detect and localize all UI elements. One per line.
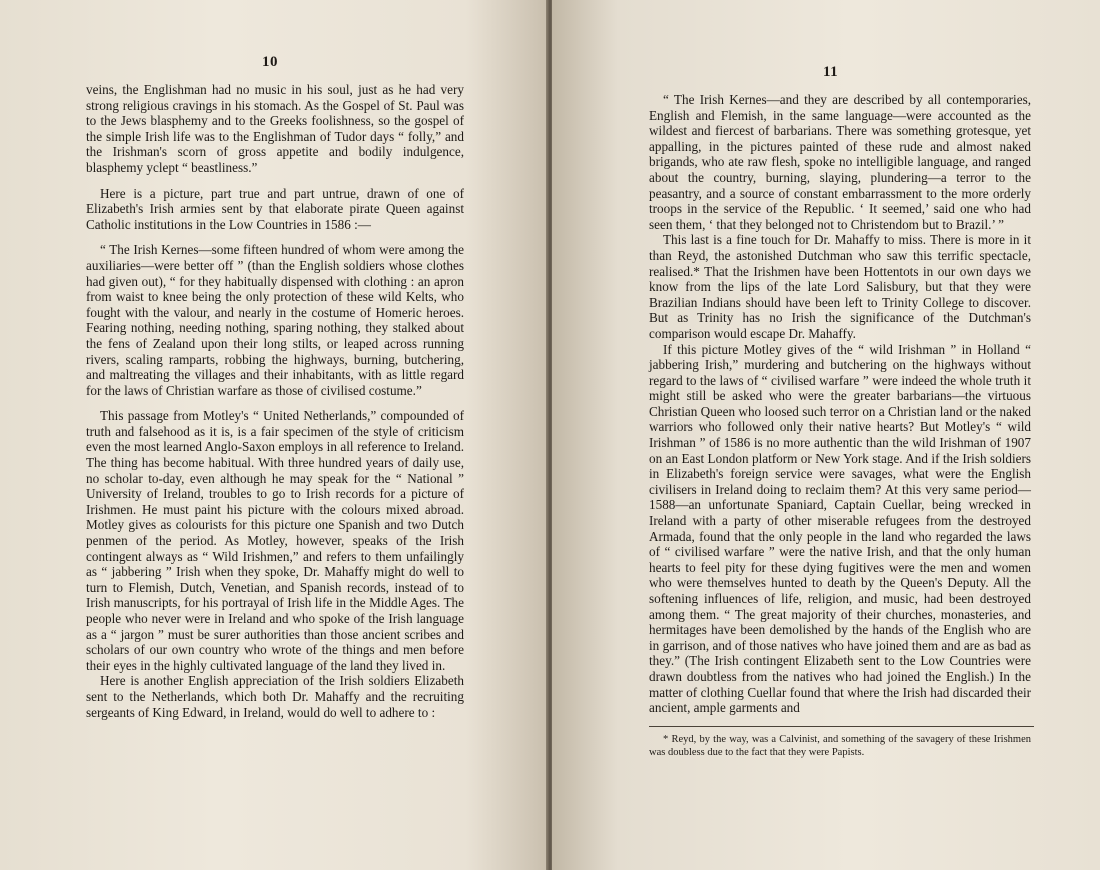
left-page [0, 0, 548, 870]
block-quote: “ The Irish Kernes—some fifteen hundred of whom were among the auxiliaries—were better off ” (than the English soldiers whose clothes had given out), “ for they habitually dispensed with clothing : an apron from waist to knee being the only protection of these wild Kelts, who fought with the valour, and nearly in the costume of Homeric heroes. Fearing nothing, needing nothing, sparing nothing, they stalked about the fens of Zealand upon their long stilts, or leaped across running rivers, scaling ramparts, robbing the highways, burning, butchering, and maltreating the villages and their inhabitants, with as little regard for the laws of Christian warfare as those of civilised costume.” [86, 242, 464, 398]
paragraph: If this picture Motley gives of the “ wild Irishman ” in Holland “ jabbering Irish,” murdering and butchering on the highways without regard to the laws of “ civilised warfare ” were indeed the whole truth it might still be asked who were the greater barbarians—the virtuous Christian Queen who loosed such terror on a Christian land or the naked warriors who followed only their native hearts? But Motley's “ wild Irishman ” of 1586 is no more authentic than the wild Irishman of 1907 on an East London platform or New York stage. And if the Irish soldiers in Elizabeth's foreign service were savages, what were the English civilisers in Ireland doing to reclaim them? At this very same period—1588—an unfortunate Spaniard, Captain Cuellar, being wrecked in Ireland with a party of other miserable refugees from the destroyed Armada, found that the only people in the land who regarded the laws of “ civilised warfare ” were the native Irish, and that the only human hearts to feel pity for these dying fugitives were the men and women who were themselves hunted to death by the Queen's Deputy. All the softening influences of life, religion, and music, had been destroyed among them. “ The great majority of their churches, monasteries, and hermitages have been demolished by the hands of the English who are in garrison, and of those natives who have joined them and are as bad as they.” (The Irish contingent Elizabeth sent to the Low Countries were drawn doubtless from the natives who had joined the English.) In the matter of clothing Cuellar found that where the Irish had discarded their ancient, ample garments and [649, 341, 1031, 716]
page-number: 10 [262, 54, 278, 70]
footnote-text: * Reyd, by the way, was a Calvinist, and something of the savagery of these Irishmen was doubless due to the fact that they were Papists. [649, 733, 1031, 758]
paragraph: Here is another English appreciation of the Irish soldiers Elizabeth sent to the Netherlands, which both Dr. Mahaffy and the recruiting sergeants of King Edward, in Ireland, would do well to adhere to : [86, 673, 464, 720]
footnote [649, 733, 1031, 759]
footnote-rule [649, 726, 1034, 727]
block-quote: “ The Irish Kernes—and they are described by all contemporaries, English and Flemish, in the same language—were accounted as the wildest and fiercest of barbarians. There was something grotesque, yet appalling, in the pictures painted of these rude and almost naked brigands, who ate raw flesh, spoke no intelligible language, and ranged about the country, burning, slaying, plundering—a terror to the peasantry, and a source of constant embarrassment to the more orderly troops in the service of the Republic. ‘ It seemed,’ said one who had seen them, ‘ that they belonged not to Christendom but to Brazil.’ ” [649, 92, 1031, 232]
page-number: 11 [823, 64, 839, 80]
paragraph: Here is a picture, part true and part untrue, drawn of one of Elizabeth's Irish armies sent by that elaborate pirate Queen against Catholic institutions in the Low Countries in 1586 :— [86, 185, 464, 232]
paragraph: This last is a fine touch for Dr. Mahaffy to miss. There is more in it than Reyd, the astonished Dutchman who saw this terrific spectacle, realised.* That the Irishmen have been Hottentots in our own days we know from the lips of the late Lord Salisbury, but that they were Brazilian Indians should have been left to Trinity College to discover. But as Trinity has no Irish the significance of the Dutchman's comparison would escape Dr. Mahaffy. [649, 232, 1031, 341]
paragraph: veins, the Englishman had no music in his soul, just as he had very strong religious cravings in his stomach. As the Gospel of St. Paul was to the Jews blasphemy and to the Greeks foolishness, so the gospel of the simple Irish life was to the Englishman of Tudor days “ folly,” and the Irishman's scorn of gross appetite and bodily indulgence, blasphemy yclept “ beastliness.” [86, 82, 464, 175]
page-body [86, 82, 464, 720]
page-body [649, 92, 1031, 759]
right-page [552, 0, 1100, 870]
paragraph: This passage from Motley's “ United Netherlands,” compounded of truth and falsehood as it is, is a fair specimen of the style of criticism even the most learned Anglo-Saxon employs in all reference to Ireland. The thing has become habitual. With three hundred years of daily use, no scholar to-day, even although he may speak for the “ National ” University of Ireland, troubles to go to Irish records for a picture of Irishmen. He must paint his picture with the colours mixed abroad. Motley gives as colourists for this picture one Spanish and two Dutch penmen of the period. As Motley, however, speaks of the Irish contingent always as “ Wild Irishmen,” and refers to them unfailingly as “ jabbering ” Irish when they spoke, Dr. Mahaffy might do well to turn to Flemish, Dutch, Venetian, and Spanish records, instead of to Irish manuscripts, for his portrayal of Irish life in the Middle Ages. The people who never were in Ireland and who spoke of the Irish language as a “ jargon ” must be surer authorities than those ancient scribes and scholars of our own country who wrote of the things and men before their eyes in the highly cultivated language of the land they lived in. [86, 408, 464, 673]
